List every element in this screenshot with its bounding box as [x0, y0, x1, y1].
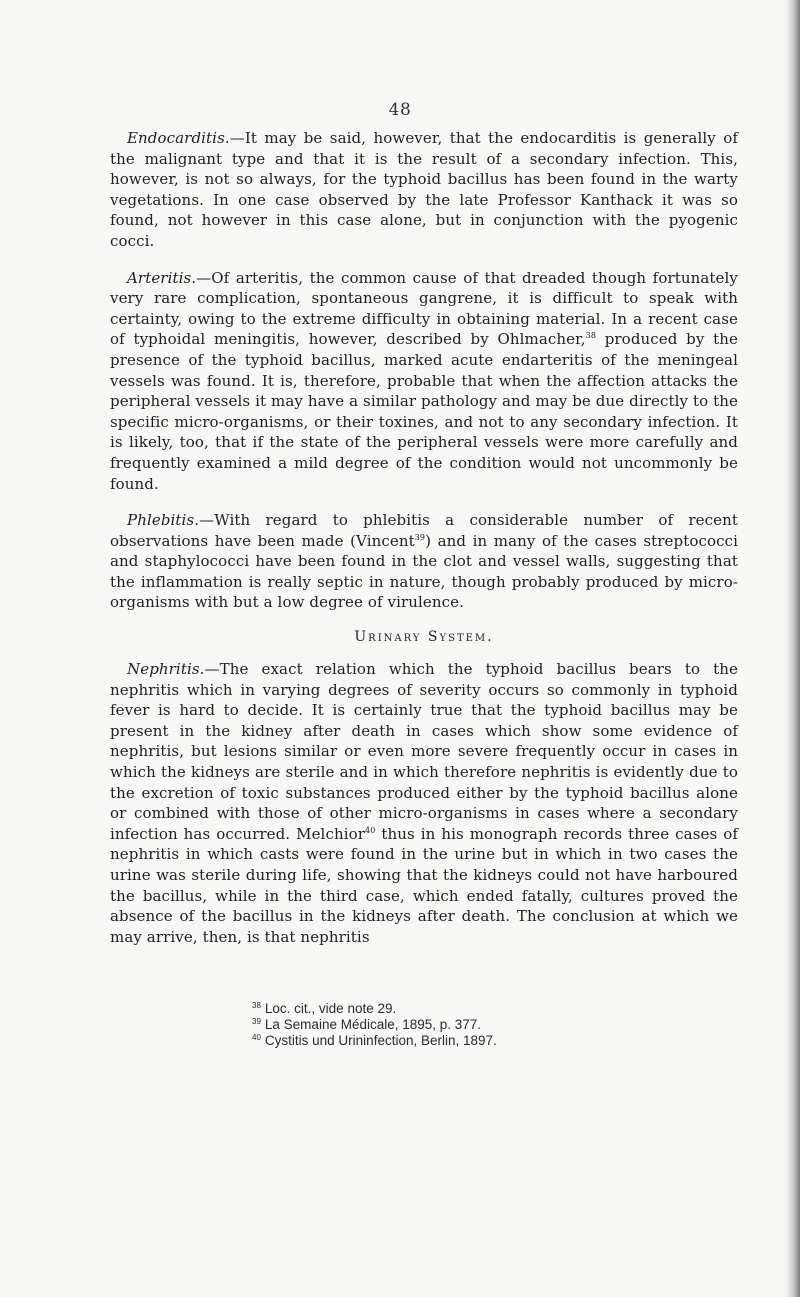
- paragraph-text: —The exact relation which the typhoid bacillus bears to the nephritis which in varying degrees of severity occurs so commonly in typhoid fever is hard to decide. It is certainly true that the typhoid bacillus may be present in the kidney after death in cases which show some evidence of nephritis, but lesions similar or even more severe frequently occur in cases in which the kidneys are sterile and in which therefore nephritis is evidently due to the excretion of toxic substances produced either by the typhoid bacillus alone or combined with those of other micro-organisms in cases where a secondary infection has occurred. Melchior: [110, 660, 738, 843]
- footnote-text: Loc. cit., vide note 29.: [264, 1001, 397, 1016]
- footnote: [252, 1001, 800, 1017]
- footnote-mark: 40: [252, 1033, 261, 1042]
- paragraph-text: —With regard to phlebitis a considerable number of recent observations have been made (Vincent: [110, 511, 738, 550]
- paragraph-heading: Nephritis.: [127, 660, 205, 679]
- page-edge-shadow: [786, 0, 800, 1297]
- paragraph-endocarditis: [110, 128, 738, 252]
- footnote-text: La Semaine Médicale, 1895, p. 377.: [264, 1017, 482, 1032]
- paragraph-text: ) and in many of the cases streptococci and staphylococci have been found in the clot and vessel walls, suggesting that the inflammation is really septic in nature, though probably produced by micro-organisms with but a low degree of virulence.: [110, 531, 738, 612]
- paragraph-arteritis: [110, 268, 738, 495]
- paragraph-text: —It may be said, however, that the endocarditis is generally of the malignant type and that it is the result of a secondary infection. This, however, is not so always, for the typhoid bacillus has been found in the warty vegetations. In one case observed by the late Professor Kanthack it was so found, not however in this case alone, but in conjunction with the pyogenic cocci.: [110, 129, 738, 250]
- footnote: [252, 1033, 800, 1049]
- footnotes: [0, 1001, 800, 1049]
- footnote-mark: 39: [252, 1017, 261, 1026]
- footnote-reference: 39: [414, 532, 426, 542]
- paragraph-nephritis: [110, 659, 738, 947]
- footnote-mark: 38: [252, 1001, 261, 1010]
- page-number: 48: [388, 100, 412, 120]
- footnote: [252, 1017, 800, 1033]
- paragraph-heading: Phlebitis.: [127, 511, 200, 530]
- paragraph-text: produced by the presence of the typhoid bacillus, marked acute endarteritis of the meningeal vessels was found. It is, therefore, probable that when the affection attacks the peripheral vessels it may have a similar pathology and may be due directly to the specific micro-organisms, or their toxines, and not to any secondary infection. It is likely, too, that if the state of the peripheral vessels were more carefully and frequently examined a mild degree of the condition would not uncommonly be found.: [110, 330, 738, 493]
- footnote-text: Cystitis und Urininfection, Berlin, 1897.: [264, 1033, 497, 1048]
- paragraph-heading: Arteritis.: [127, 268, 197, 287]
- footnote-reference: 40: [365, 825, 376, 835]
- section-title: Urinary System.: [354, 629, 494, 646]
- paragraph-heading: Endocarditis.: [127, 129, 230, 147]
- paragraph-text: thus in his monograph records three cases of nephritis in which casts were found in the urine but in which in two cases the urine was sterile during life, showing that the kidneys could not have harboured the bacillus, while in the third case, which ended fatally, cultures proved the absence of the bacillus in the kidneys after death. The conclusion at which we may arrive, then, is that nephritis: [110, 824, 738, 946]
- paragraph-text: —Of arteritis, the common cause of that dreaded though fortunately very rare complication, spontaneous gangrene, it is difficult to speak with certainty, owing to the extreme difficulty in obtaining material. In a recent case of typhoidal meningitis, however, described by Ohlmacher,: [110, 268, 738, 349]
- body-text: [110, 128, 738, 963]
- paragraph-phlebitis: [110, 510, 738, 613]
- footnote-reference: 38: [585, 331, 597, 341]
